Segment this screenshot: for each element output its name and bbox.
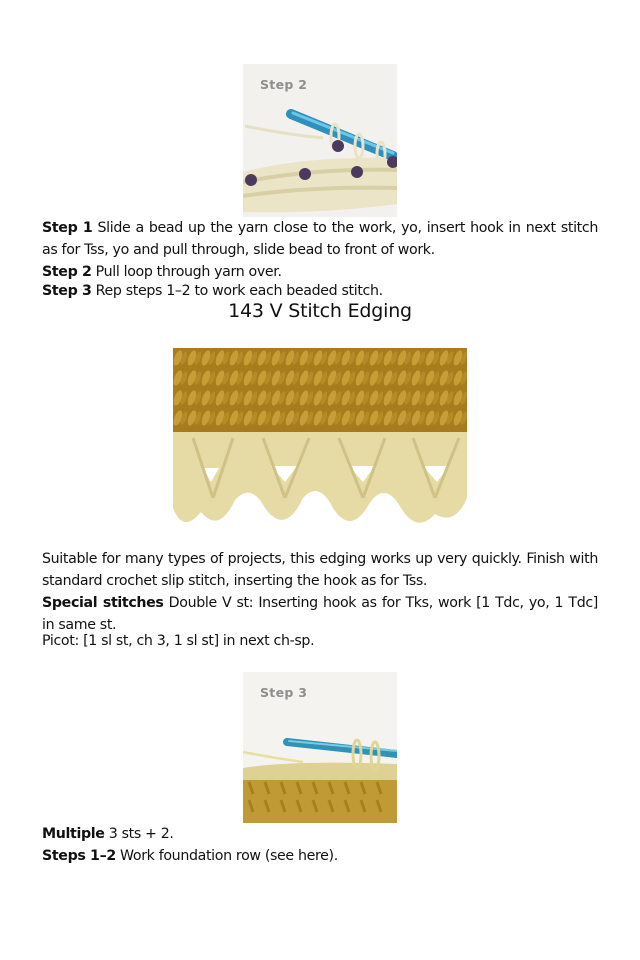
step-2-text: Pull loop through yarn over. <box>91 264 282 280</box>
step-2-photo <box>243 64 397 217</box>
edging-intro: Suitable for many types of projects, this edging works up very quickly. Finish with standard crochet slip stitch, inserting the hook as for Tss. <box>42 551 598 589</box>
beaded-step-3 <box>42 280 598 302</box>
foundation-text: Work foundation row (see here). <box>115 848 338 864</box>
foundation-steps <box>42 845 598 867</box>
step-2-label-text: Step 2 <box>42 264 92 280</box>
step-3-photo <box>243 672 397 823</box>
step-1-label: Step 1 <box>42 220 93 236</box>
beaded-step-1 <box>42 217 598 261</box>
edging-illustration <box>173 348 467 538</box>
step-2-label: Step 2 <box>260 77 308 92</box>
special-stitches-label: Special stitches <box>42 595 164 611</box>
step-3-text: Rep steps 1–2 to work each beaded stitch. <box>91 283 383 299</box>
picot-definition: Picot: [1 sl st, ch 3, 1 sl st] in next ch-sp. <box>42 633 315 649</box>
special-stitches-text: Double V st: Inserting hook as for Tks, work [1 Tdc, yo, 1 Tdc] in same st. <box>42 595 598 633</box>
section-title: 143 V Stitch Edging <box>228 300 412 322</box>
step-3-label: Step 3 <box>260 685 308 700</box>
multiple-label: Multiple <box>42 826 105 842</box>
foundation-label: Steps 1–2 <box>42 848 116 864</box>
step-1-text: Slide a bead up the yarn close to the work, yo, insert hook in next stitch as for Tss, yo and pull through, slide bead to front of work. <box>42 220 598 258</box>
step-3-label-text: Step 3 <box>42 283 92 299</box>
multiple-text: 3 sts + 2. <box>104 826 174 842</box>
edging-photo <box>173 348 467 538</box>
stitch-multiple <box>42 823 598 845</box>
